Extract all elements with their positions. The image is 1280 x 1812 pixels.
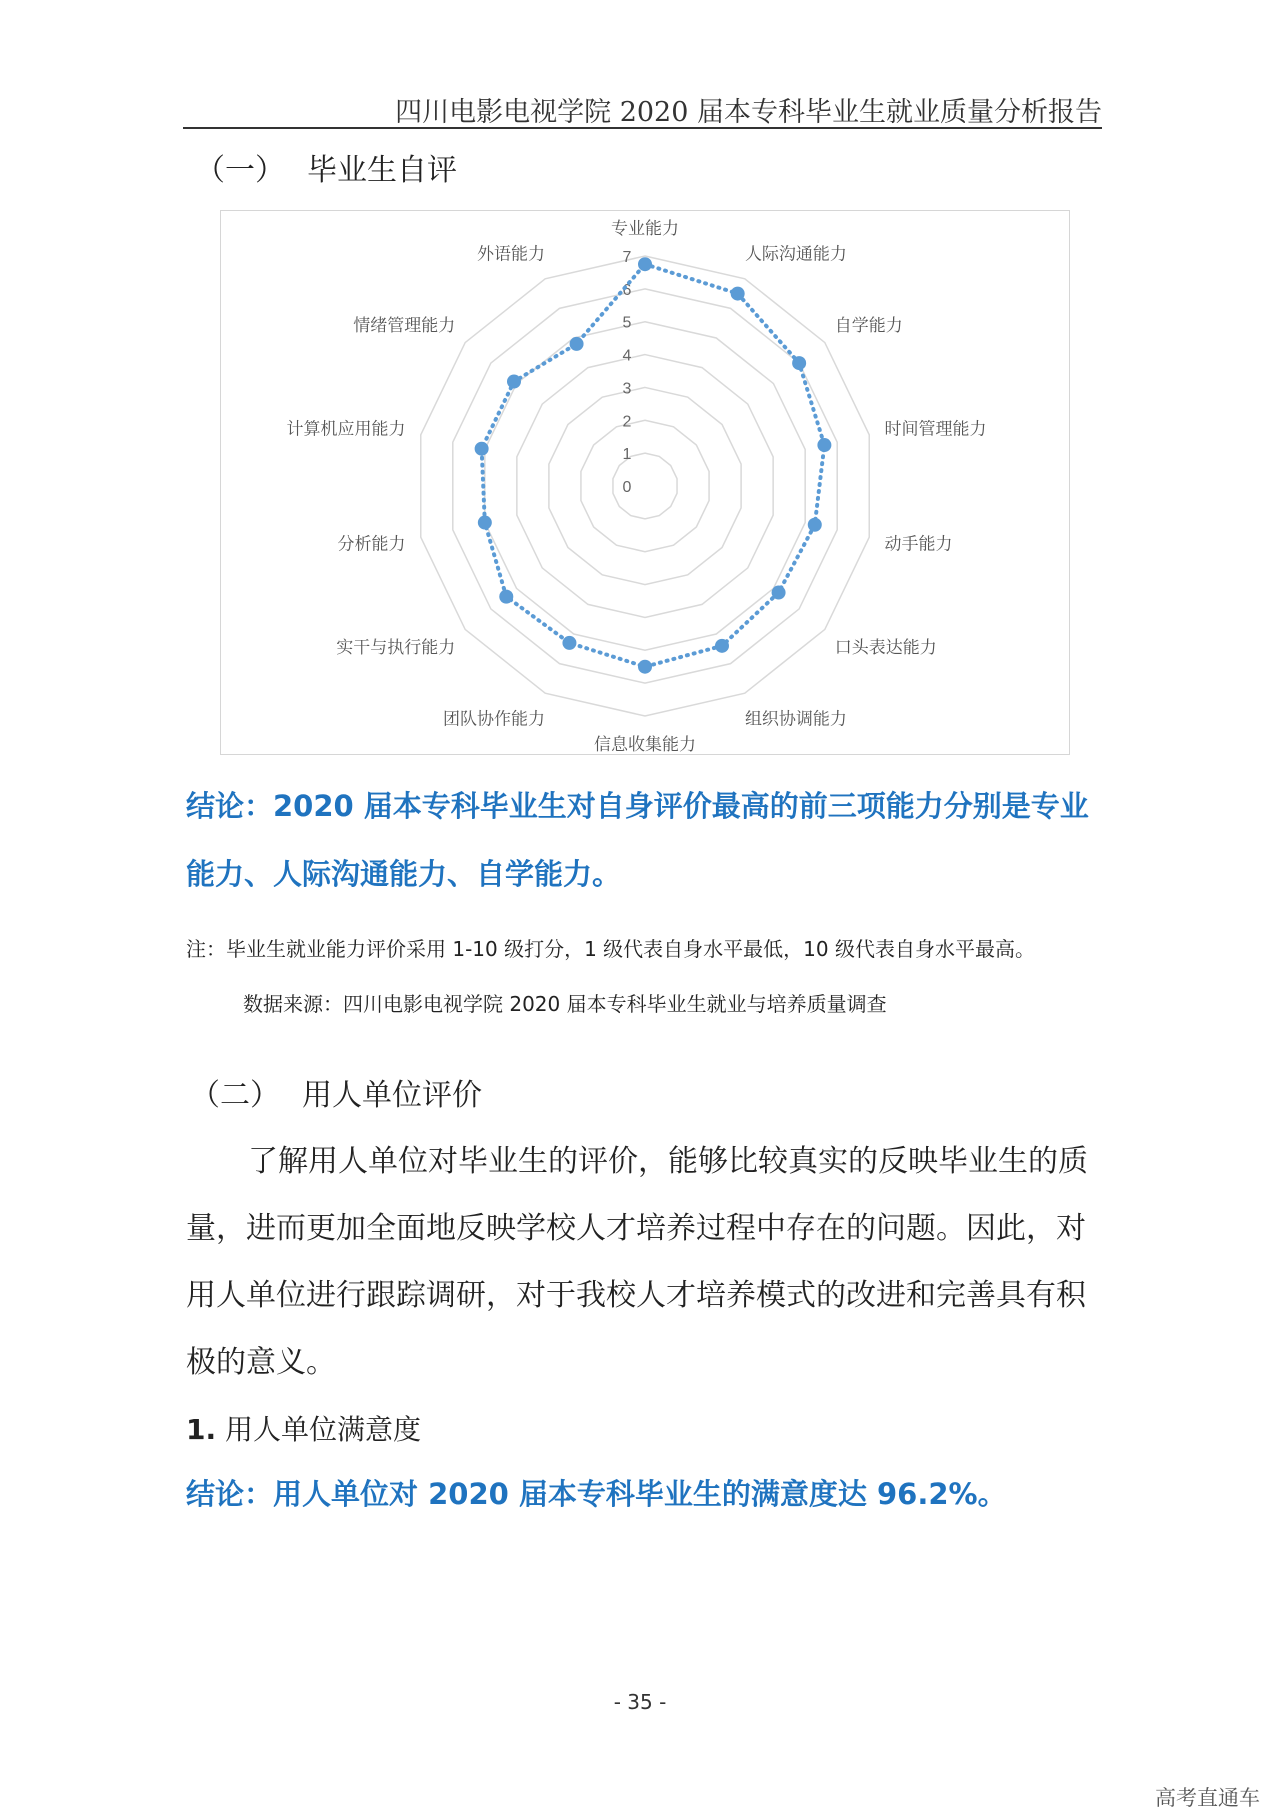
category-label: 实干与执行能力 <box>336 637 456 658</box>
subsection-number: 1. <box>186 1413 217 1446</box>
grid-ring-3 <box>549 387 741 584</box>
data-point-1 <box>731 287 745 301</box>
data-point-6 <box>715 639 729 653</box>
grid-ring-6 <box>453 289 837 683</box>
category-label: 自学能力 <box>834 316 903 337</box>
tick-label-2: 2 <box>622 413 632 431</box>
tick-label-1: 1 <box>622 446 632 464</box>
data-point-9 <box>499 590 513 604</box>
data-point-5 <box>772 586 786 600</box>
grid-ring-4 <box>517 355 773 618</box>
paragraph-line-4: 极的意义。 <box>186 1345 336 1380</box>
section-2-number: （二） <box>190 1078 280 1113</box>
data-point-12 <box>507 375 521 389</box>
section-2-title: 用人单位评价 <box>302 1078 482 1113</box>
category-label: 动手能力 <box>884 534 953 555</box>
data-point-7 <box>638 660 652 674</box>
conclusion-2: 结论：用人单位对 2020 届本专科毕业生的满意度达 96.2%。 <box>186 1477 1007 1511</box>
conclusion-1 <box>186 772 1089 908</box>
data-source: 数据来源：四川电影电视学院 2020 届本专科毕业生就业与培养质量调查 <box>243 992 887 1016</box>
subsection-title: 用人单位满意度 <box>225 1413 422 1446</box>
data-point-3 <box>817 438 831 452</box>
header-title: 四川电影电视学院 2020 届本专科毕业生就业质量分析报告 <box>395 97 1102 128</box>
paragraph-line-3: 用人单位进行跟踪调研，对于我校人才培养模式的改进和完善具有积 <box>186 1278 1086 1313</box>
data-point-2 <box>792 356 806 370</box>
radar-chart-svg <box>221 211 1069 754</box>
tick-label-6: 6 <box>622 281 632 299</box>
data-point-11 <box>475 442 489 456</box>
body-paragraph <box>186 1128 1106 1396</box>
data-point-13 <box>570 337 584 351</box>
data-point-8 <box>562 636 576 650</box>
data-point-10 <box>478 516 492 530</box>
header-rule <box>183 127 1102 129</box>
section-2-heading <box>190 1070 482 1114</box>
category-label: 情绪管理能力 <box>353 316 456 337</box>
category-label: 分析能力 <box>337 534 406 555</box>
scoring-note: 注：毕业生就业能力评价采用 1-10 级打分，1 级代表自身水平最低，10 级代表自身水平最高。 <box>186 937 1035 961</box>
tick-label-0: 0 <box>622 479 632 496</box>
paragraph-line-2: 量，进而更加全面地反映学校人才培养过程中存在的问题。因此，对 <box>186 1211 1086 1246</box>
paragraph-line-1: 了解用人单位对毕业生的评价，能够比较真实的反映毕业生的质 <box>248 1144 1088 1179</box>
grid-ring-2 <box>581 420 709 551</box>
conclusion-1-line-1: 结论：2020 届本专科毕业生对自身评价最高的前三项能力分别是专业 <box>186 789 1089 823</box>
category-label: 口头表达能力 <box>834 637 937 658</box>
watermark: 高考直通车 <box>1155 1786 1260 1810</box>
category-label: 信息收集能力 <box>594 735 696 754</box>
subsection-heading <box>186 1408 421 1448</box>
section-1-number: （一） <box>195 153 285 188</box>
category-label: 人际沟通能力 <box>744 244 847 265</box>
category-label: 团队协作能力 <box>443 709 546 730</box>
category-label: 计算机应用能力 <box>286 419 406 440</box>
grid-ring-7 <box>421 256 869 716</box>
section-1-heading <box>195 145 457 189</box>
category-label: 组织协调能力 <box>744 709 847 730</box>
conclusion-1-line-2: 能力、人际沟通能力、自学能力。 <box>186 857 622 891</box>
tick-label-5: 5 <box>622 314 632 332</box>
tick-label-3: 3 <box>622 380 632 398</box>
section-1-title: 毕业生自评 <box>307 153 457 188</box>
page-number: - 35 - <box>613 1690 667 1714</box>
tick-label-7: 7 <box>622 249 632 266</box>
radar-chart <box>220 210 1070 755</box>
data-point-4 <box>808 518 822 532</box>
data-point-0 <box>638 257 652 271</box>
tick-label-4: 4 <box>622 347 632 365</box>
category-label: 专业能力 <box>611 219 679 239</box>
category-label: 时间管理能力 <box>884 419 987 440</box>
category-label: 外语能力 <box>477 244 546 265</box>
